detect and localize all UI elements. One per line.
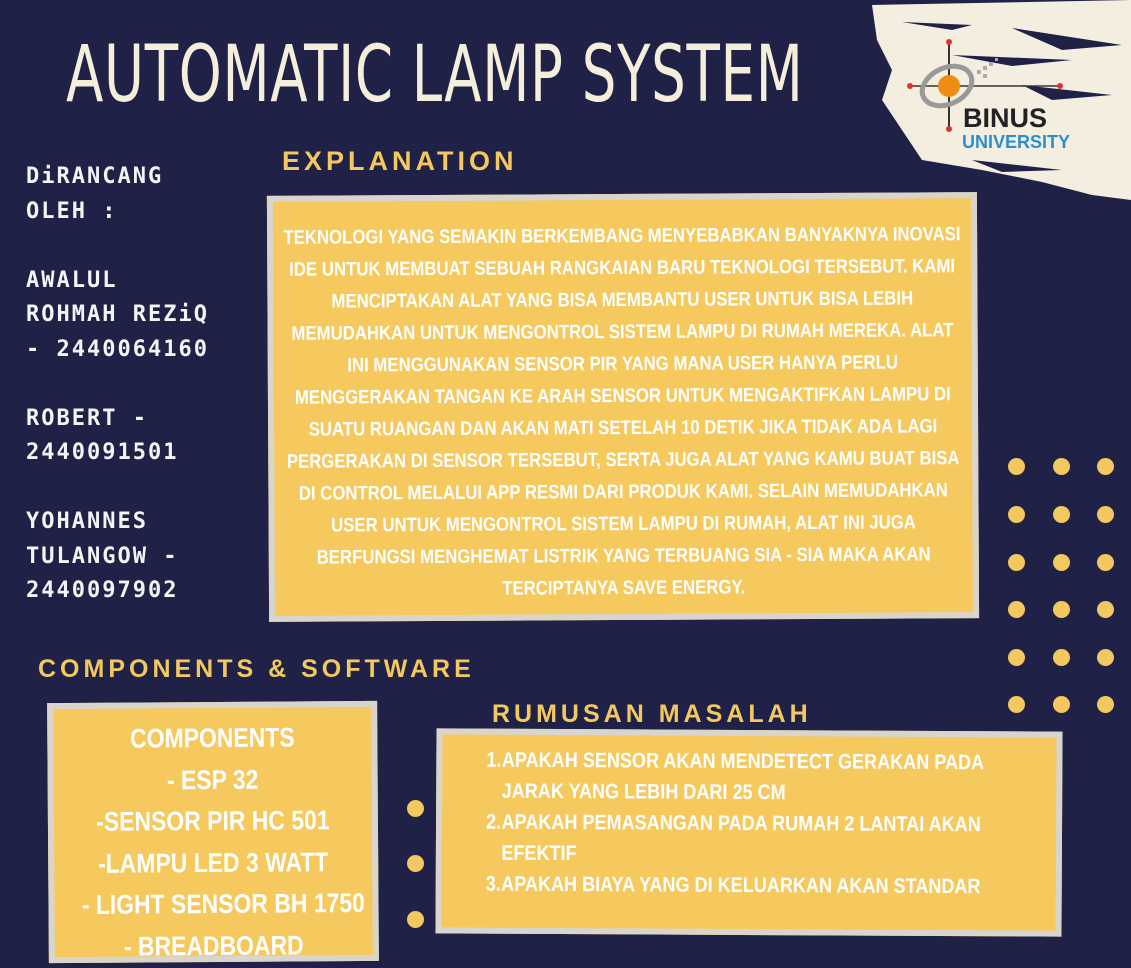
rumusan-box — [435, 728, 1062, 936]
dot-decoration — [407, 855, 424, 872]
components-heading: COMPONENTS & SOFTWARE — [38, 655, 475, 683]
explanation-box — [267, 192, 979, 622]
dot-decoration — [1053, 696, 1070, 713]
dot-decoration — [1053, 506, 1070, 523]
dot-decoration — [1097, 458, 1114, 475]
item-text: APAKAH PEMASANGAN PADA RUMAH 2 LANTAI AKAN EFEKTIF — [501, 810, 981, 866]
binus-logo — [862, 0, 1131, 200]
dot-decoration — [407, 800, 424, 817]
dot-decoration — [1053, 601, 1070, 618]
authors-line: ROHMAH REZiQ — [26, 302, 209, 327]
dot-decoration — [1008, 601, 1025, 618]
authors-line — [26, 367, 209, 402]
authors-line: 2440097902 — [26, 578, 179, 603]
component-item: - LIGHT SENSOR BH 1750 — [81, 887, 365, 920]
components-title: COMPONENTS — [129, 722, 295, 754]
components-box — [47, 701, 379, 963]
rumusan-item — [486, 745, 1035, 810]
dot-decoration — [1008, 649, 1025, 666]
authors-line: - 2440064160 — [26, 336, 209, 362]
authors-list — [26, 160, 209, 609]
poster-title: AUTOMATIC LAMP SYSTEM — [66, 30, 804, 120]
logo-text: BINUS — [963, 103, 1048, 133]
rumusan-heading: RUMUSAN MASALAH — [492, 700, 812, 728]
authors-line — [26, 229, 209, 264]
item-number: 1. — [486, 748, 502, 772]
explanation-heading: EXPLANATION — [282, 146, 518, 176]
dot-decoration — [1097, 649, 1114, 666]
authors-line: 2440091501 — [26, 440, 179, 465]
dot-decoration — [1097, 696, 1114, 713]
dot-decoration — [1008, 696, 1025, 713]
authors-line: DiRANCANG — [26, 164, 164, 189]
authors-line: TULANGOW - — [26, 543, 179, 569]
component-item: - ESP 32 — [166, 764, 259, 795]
brush-stroke-logo-background — [862, 0, 1131, 200]
dot-decoration — [1053, 554, 1070, 571]
authors-line — [26, 471, 209, 506]
dot-decoration — [407, 911, 424, 928]
component-item: -LAMPU LED 3 WATT — [97, 846, 329, 879]
dot-decoration — [1097, 554, 1114, 571]
component-item: -SENSOR PIR HC 501 — [96, 805, 330, 837]
dot-decoration — [1008, 554, 1025, 571]
rumusan-item — [486, 807, 1035, 872]
item-text: APAKAH SENSOR AKAN MENDETECT GERAKAN PADA JARAK YANG LEBIH DARI 25 CM — [501, 748, 984, 805]
authors-line: OLEH : — [26, 198, 118, 224]
dot-decoration — [1097, 601, 1114, 618]
dot-decoration — [1008, 458, 1025, 475]
dot-decoration — [1097, 506, 1114, 523]
item-text: APAKAH BIAYA YANG DI KELUARKAN AKAN STANDAR — [501, 872, 981, 899]
dot-decoration — [1053, 458, 1070, 475]
authors-line: YOHANNES — [26, 509, 148, 534]
logo-subtitle: UNIVERSITY — [962, 132, 1071, 152]
item-number: 3. — [485, 872, 501, 896]
dot-decoration — [1008, 506, 1025, 523]
authors-line: ROBERT - — [26, 405, 148, 431]
item-number: 2. — [485, 810, 502, 834]
component-item: - BREADBOARD — [123, 929, 304, 962]
authors-line: AWALUL — [26, 267, 118, 293]
explanation-text: TEKNOLOGI YANG SEMAKIN BERKEMBANG MENYEBABKAN BANYAKNYA INOVASI IDE UNTUK MEMBUAT SEBUAH RANGKAIAN BARU TEKNOLOGI TERSEBUT. KAMI MENCIPTAKAN ALAT YANG BISA MEMBANTU USER UNTUK BISA LEBIH MEMUDAHKAN UNTUK MENGONTROL SISTEM LAMPU DI RUMAH MEREKA. ALAT INI MENGGUNAKAN SENSOR PIR YANG MANA USER HANYA PERLU MENGGERAKAN TANGAN KE ARAH SENSOR UNTUK MENGAKTIFKAN LAMPU DI SUATU RUANGAN DAN AKAN MATI SETELAH 10 DETIK JIKA TIDAK ADA LAGI PERGERAKAN DI SENSOR TERSEBUT, SERTA JUGA ALAT YANG KAMU BUAT BISA DI CONTROL MELALUI APP RESMI DARI PRODUK KAMI. SELAIN MEMUDAHKAN USER UNTUK MENGONTROL SISTEM LAMPU DI RUMAH, ALAT INI JUGA BERFUNGSI MENGHEMAT LISTRIK YANG TERBUANG SIA - SIA MAKA AKAN TERCIPTANYA SAVE ENERGY. — [283, 223, 961, 600]
dot-decoration — [1053, 649, 1070, 666]
rumusan-item — [486, 869, 1035, 903]
